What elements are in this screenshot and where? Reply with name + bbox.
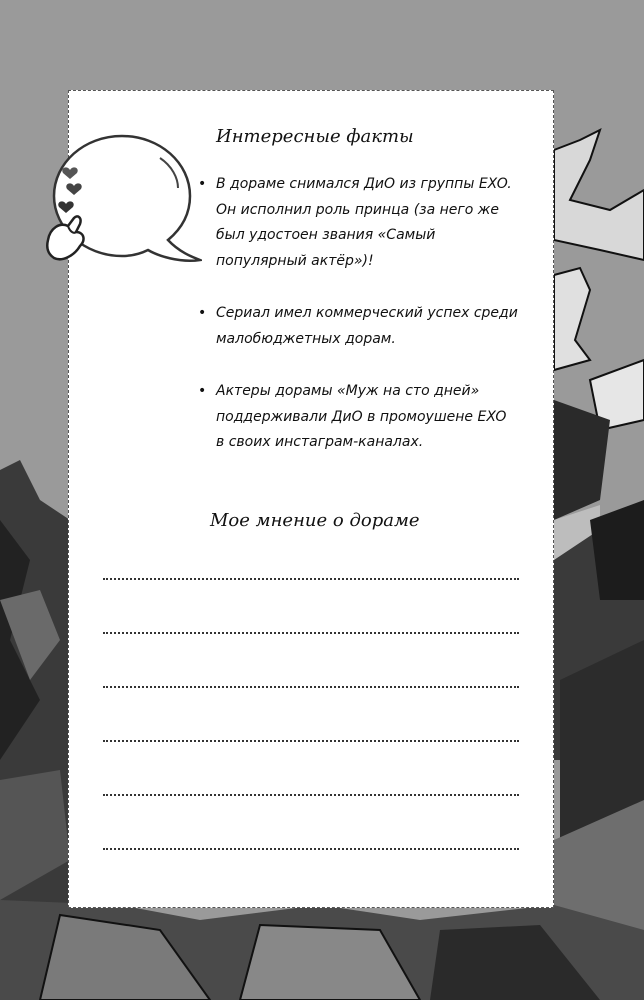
facts-list <box>198 172 518 483</box>
fact-item <box>198 301 518 352</box>
writing-line[interactable] <box>103 630 519 634</box>
fact-text: Актеры дорамы «Муж на сто дней» поддерживали ДиО в промоушене EXO в своих инстаграм-каналах. <box>216 383 507 450</box>
bullet-icon: • <box>198 383 207 399</box>
bullet-icon: • <box>198 305 207 321</box>
writing-line[interactable] <box>103 792 519 796</box>
bullet-icon: • <box>198 176 207 192</box>
opinion-lines <box>103 576 519 900</box>
writing-line[interactable] <box>103 738 519 742</box>
opinion-title: Мое мнение о дораме <box>210 510 420 531</box>
writing-line[interactable] <box>103 684 519 688</box>
writing-line[interactable] <box>103 576 519 580</box>
facts-title: Интересные факты <box>216 126 414 147</box>
speech-bubble-icon <box>40 128 202 273</box>
fact-item <box>198 379 518 456</box>
fact-item <box>198 172 518 274</box>
fact-text: В дораме снимался ДиО из группы EXO. Он исполнил роль принца (за него же был удостоен звания «Самый популярный актёр»)! <box>216 176 512 269</box>
writing-line[interactable] <box>103 846 519 850</box>
fact-text: Сериал имел коммерческий успех среди малобюджетных дорам. <box>216 305 518 347</box>
